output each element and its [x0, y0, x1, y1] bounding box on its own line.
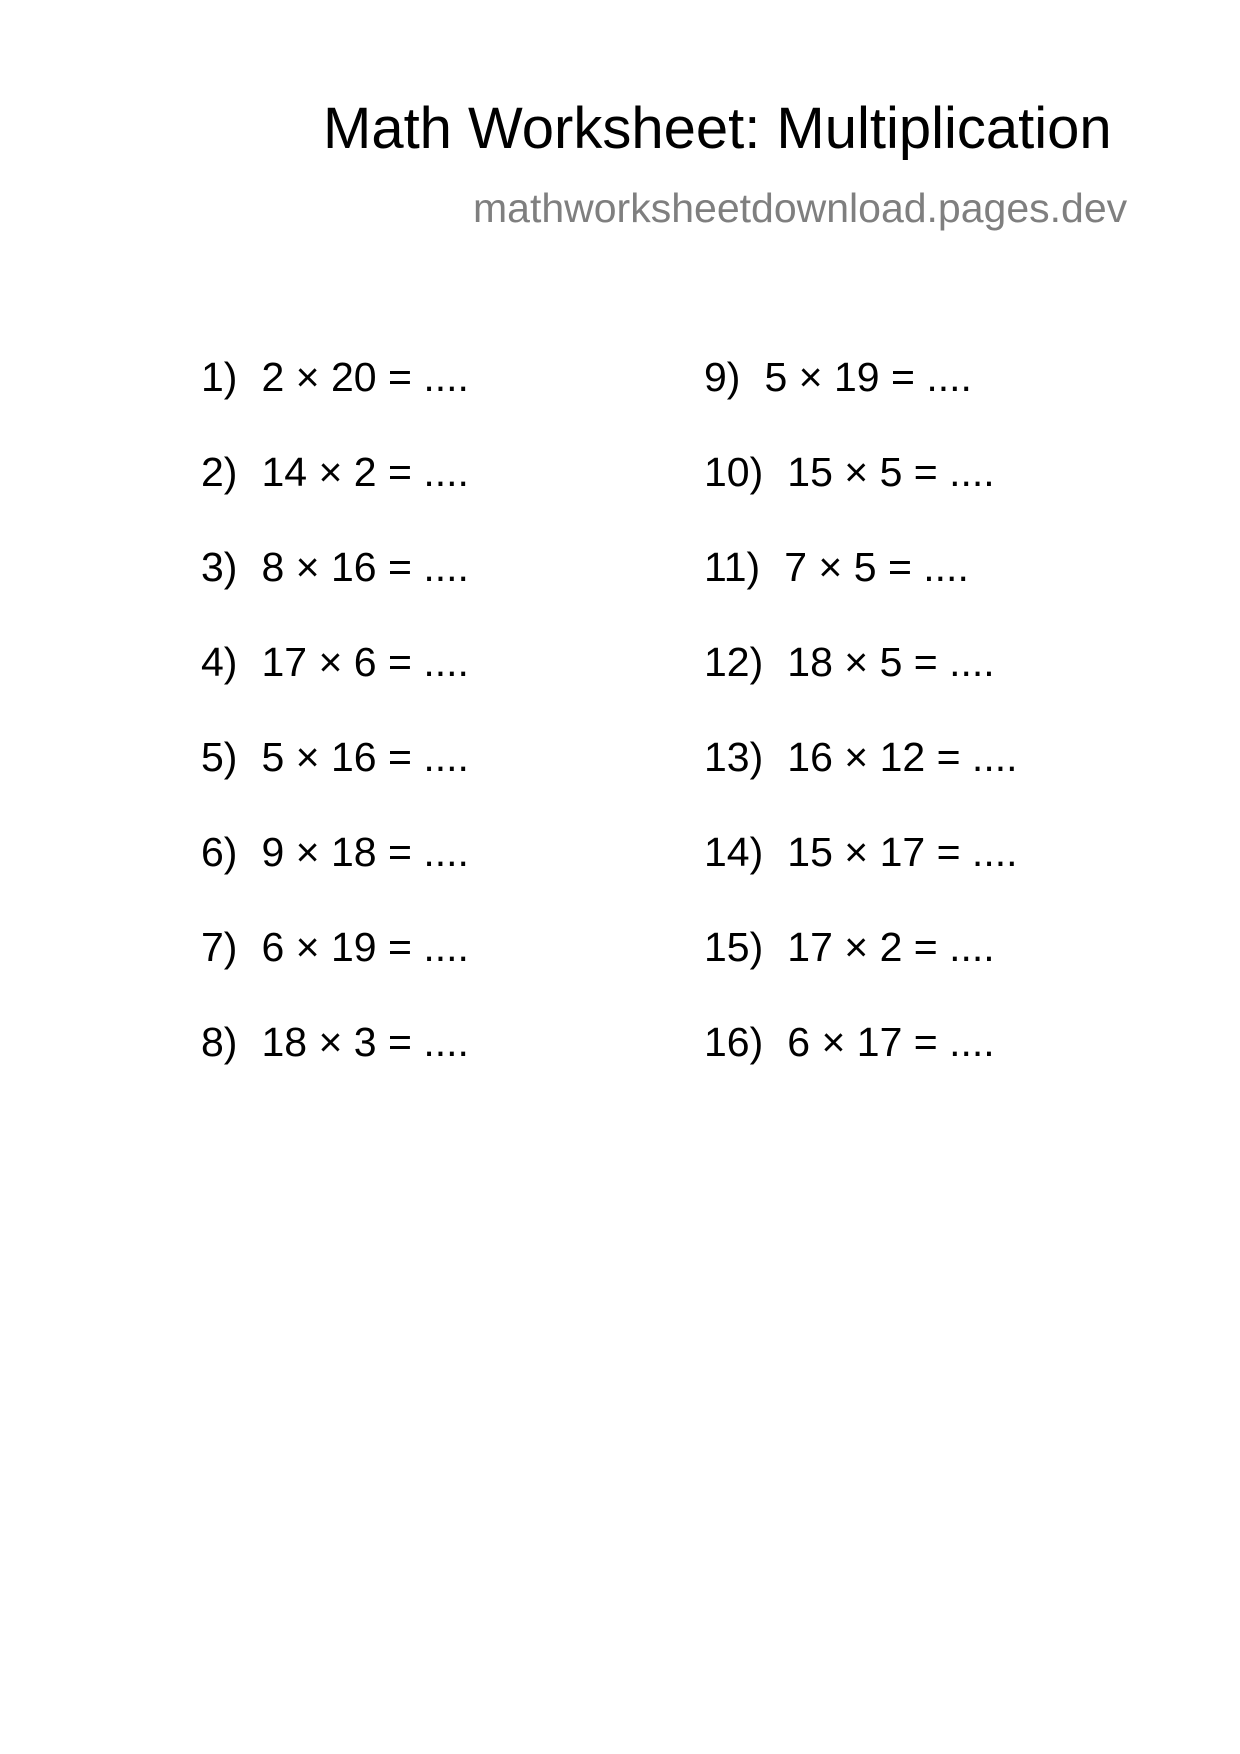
problem-number: 5) [201, 734, 238, 780]
problem-number: 10) [704, 449, 764, 495]
problem-item [704, 1017, 1018, 1112]
problem-number: 3) [201, 544, 238, 590]
problem-number: 16) [704, 1019, 764, 1065]
problem-item [704, 827, 1018, 922]
problem-number: 9) [704, 354, 741, 400]
problem-item [201, 1017, 469, 1112]
problem-number: 6) [201, 829, 238, 875]
problem-item [704, 352, 1018, 447]
problem-item [201, 827, 469, 922]
problem-number: 7) [201, 924, 238, 970]
problem-expression: 15 × 5 = .... [787, 449, 995, 495]
problem-number: 11) [704, 544, 761, 590]
problem-item [704, 542, 1018, 637]
problem-expression: 17 × 2 = .... [787, 924, 995, 970]
problem-column-right [704, 352, 1018, 1112]
problem-number: 13) [704, 734, 764, 780]
worksheet-title: Math Worksheet: Multiplication [323, 96, 1112, 161]
problem-item [704, 732, 1018, 827]
problem-number: 4) [201, 639, 238, 685]
problem-item [704, 922, 1018, 1017]
problem-item [201, 542, 469, 637]
problem-expression: 6 × 19 = .... [261, 924, 469, 970]
problem-number: 14) [704, 829, 764, 875]
problem-expression: 5 × 16 = .... [261, 734, 469, 780]
problem-number: 12) [704, 639, 764, 685]
problem-item [201, 447, 469, 542]
problem-number: 2) [201, 449, 238, 495]
website-url: mathworksheetdownload.pages.dev [473, 185, 1128, 231]
problem-expression: 7 × 5 = .... [784, 544, 969, 590]
problem-expression: 18 × 5 = .... [787, 639, 995, 685]
problem-item [201, 352, 469, 447]
problem-number: 1) [201, 354, 238, 400]
problem-expression: 5 × 19 = .... [764, 354, 972, 400]
problem-column-left [201, 352, 469, 1112]
problem-expression: 18 × 3 = .... [261, 1019, 469, 1065]
problem-number: 8) [201, 1019, 238, 1065]
problem-expression: 17 × 6 = .... [261, 639, 469, 685]
problem-expression: 6 × 17 = .... [787, 1019, 995, 1065]
problem-expression: 14 × 2 = .... [261, 449, 469, 495]
problem-number: 15) [704, 924, 764, 970]
problem-expression: 15 × 17 = .... [787, 829, 1018, 875]
problem-item [704, 637, 1018, 732]
problem-expression: 16 × 12 = .... [787, 734, 1018, 780]
problem-item [201, 637, 469, 732]
problem-item [201, 922, 469, 1017]
problem-item [704, 447, 1018, 542]
problem-item [201, 732, 469, 827]
problem-expression: 2 × 20 = .... [261, 354, 469, 400]
problem-expression: 8 × 16 = .... [261, 544, 469, 590]
problem-expression: 9 × 18 = .... [261, 829, 469, 875]
